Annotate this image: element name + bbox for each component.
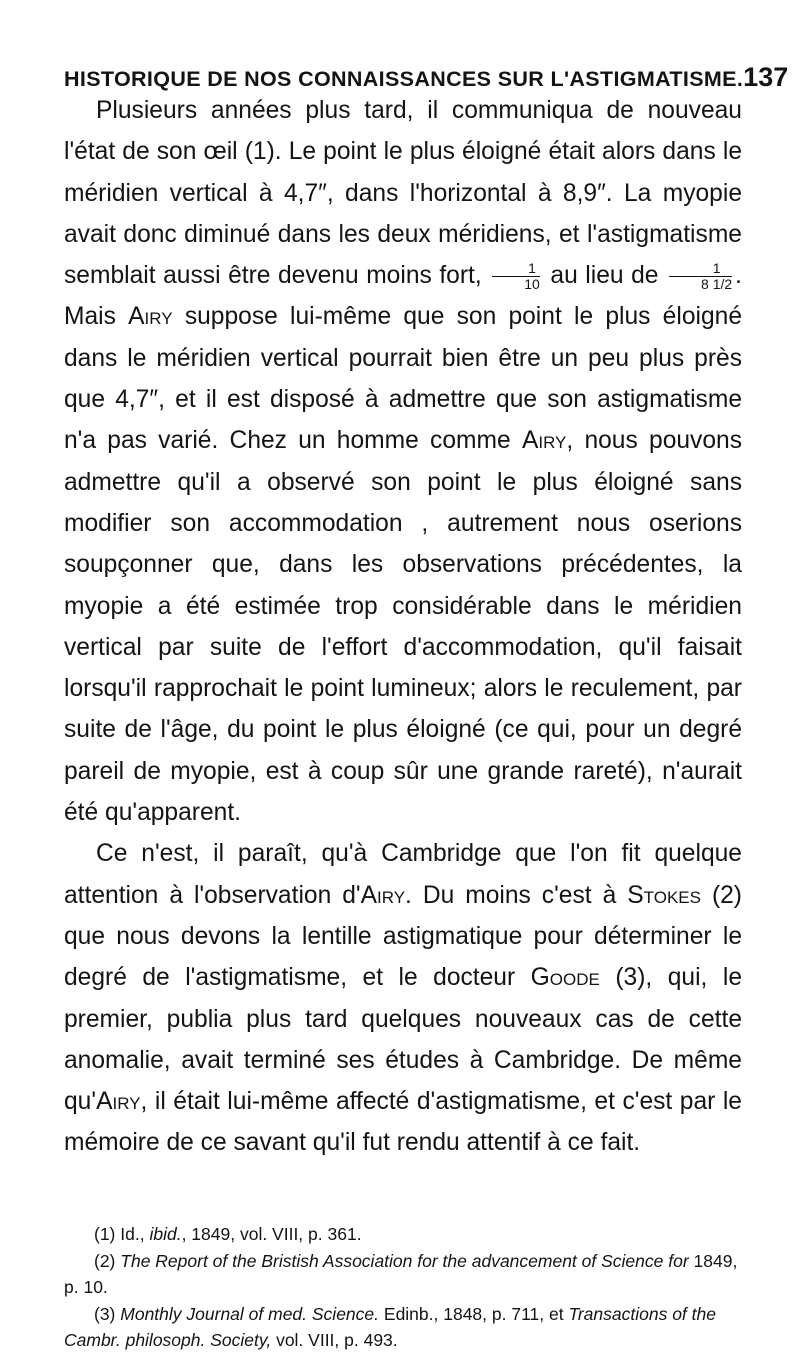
footnote-title: The Report of the Bristish Association for the advancement of Science for: [120, 1250, 689, 1271]
footnote-title: Transactions of the Cambr. philosoph. Society,: [64, 1303, 716, 1350]
footnote-text: Id.,: [120, 1224, 145, 1244]
running-title: HISTORIQUE DE NOS CONNAISSANCES SUR L'ASTIGMATISME.: [64, 67, 744, 91]
page-number: 137: [743, 62, 789, 92]
paragraph-2: [64, 833, 742, 1163]
name-airy: Airy: [96, 1088, 141, 1116]
text-run: suppose lui-même que son point le plus éloigné dans le méridien vertical pourrait bien être un peu plus près que 4,7″, et il est disposé à admettre que son astigmatisme n'a pas varié. Chez un homme comme: [64, 303, 742, 455]
text-run: . Mais: [64, 262, 742, 331]
fraction-denominator: 10: [524, 276, 540, 293]
fraction-one-tenth: [492, 261, 540, 292]
footnote-text: Edinb., 1848, p. 711, et: [383, 1303, 564, 1324]
footnote-1: [64, 1221, 754, 1248]
footnote-3: [64, 1301, 754, 1354]
text-run: Plusieurs années plus tard, il communiqua de nouveau l'état de son œil (1). Le point le plus éloigné était alors dans le méridien vertical à 4,7″, dans l'horizontal à 8,9″. La myopie avait donc diminué dans les deux méridiens, et l'astigmatisme semblait aussi être devenu moins fort,: [64, 97, 742, 290]
name-stokes: Stokes: [627, 881, 701, 909]
text-run: (3), qui, le premier, publia plus tard quelques nouveaux cas de cette anomalie, avait terminé ses études à Cambridge. De même qu': [64, 964, 742, 1116]
footnotes: [64, 1221, 754, 1354]
name-airy: Airy: [360, 881, 406, 909]
footnote-mark: (1): [94, 1224, 116, 1244]
text-run: . Du moins c'est à: [405, 881, 617, 909]
text-run: , il était lui-même affecté d'astigmatisme, et c'est par le mémoire de ce savant qu'il fut rendu attentif à ce fait.: [64, 1088, 742, 1157]
page-header: [64, 62, 789, 93]
fraction-numerator: 1: [492, 261, 540, 277]
footnote-2: [64, 1248, 754, 1301]
fraction-numerator: 1: [669, 261, 732, 277]
fraction-denominator: 8 1/2: [701, 276, 733, 293]
text-run: au lieu de: [550, 262, 659, 290]
footnote-text: , 1849, vol. VIII, p. 361.: [181, 1224, 362, 1244]
footnote-text: vol. VIII, p. 493.: [276, 1330, 398, 1350]
name-airy: Airy: [521, 427, 567, 455]
paragraph-1: [64, 90, 742, 833]
footnote-text: 1849, p. 10.: [64, 1250, 738, 1297]
text-run: (2) que nous devons la lentille astigmatique pour déterminer le degré de l'astigmatisme, et le docteur: [64, 881, 742, 992]
name-goode: Goode: [530, 964, 600, 992]
footnote-mark: (2): [94, 1250, 116, 1271]
footnote-title: Monthly Journal of med. Science.: [120, 1303, 380, 1324]
body-text: [64, 90, 742, 1164]
footnote-ibid: ibid.: [149, 1224, 182, 1244]
fraction-one-eight-and-half: [669, 261, 732, 292]
text-run: Ce n'est, il paraît, qu'à Cambridge que l'on fit quelque attention à l'observation d': [64, 840, 742, 909]
text-run: , nous pouvons admettre qu'il a observé son point le plus éloigné sans modifier son accommodation , autrement nous oserions soupçonner que, dans les observations précédentes, la myopie a été estimée trop considérable dans le méridien vertical par suite de l'effort d'accommodation, qu'il faisait lorsqu'il rapprochait le point lumineux; alors le reculement, par suite de l'âge, du point le plus éloigné (ce qui, pour un degré pareil de myopie, est à coup sûr une grande rareté), n'aurait été qu'apparent.: [64, 427, 742, 827]
name-airy: Airy: [128, 303, 173, 331]
footnote-mark: (3): [94, 1303, 116, 1324]
